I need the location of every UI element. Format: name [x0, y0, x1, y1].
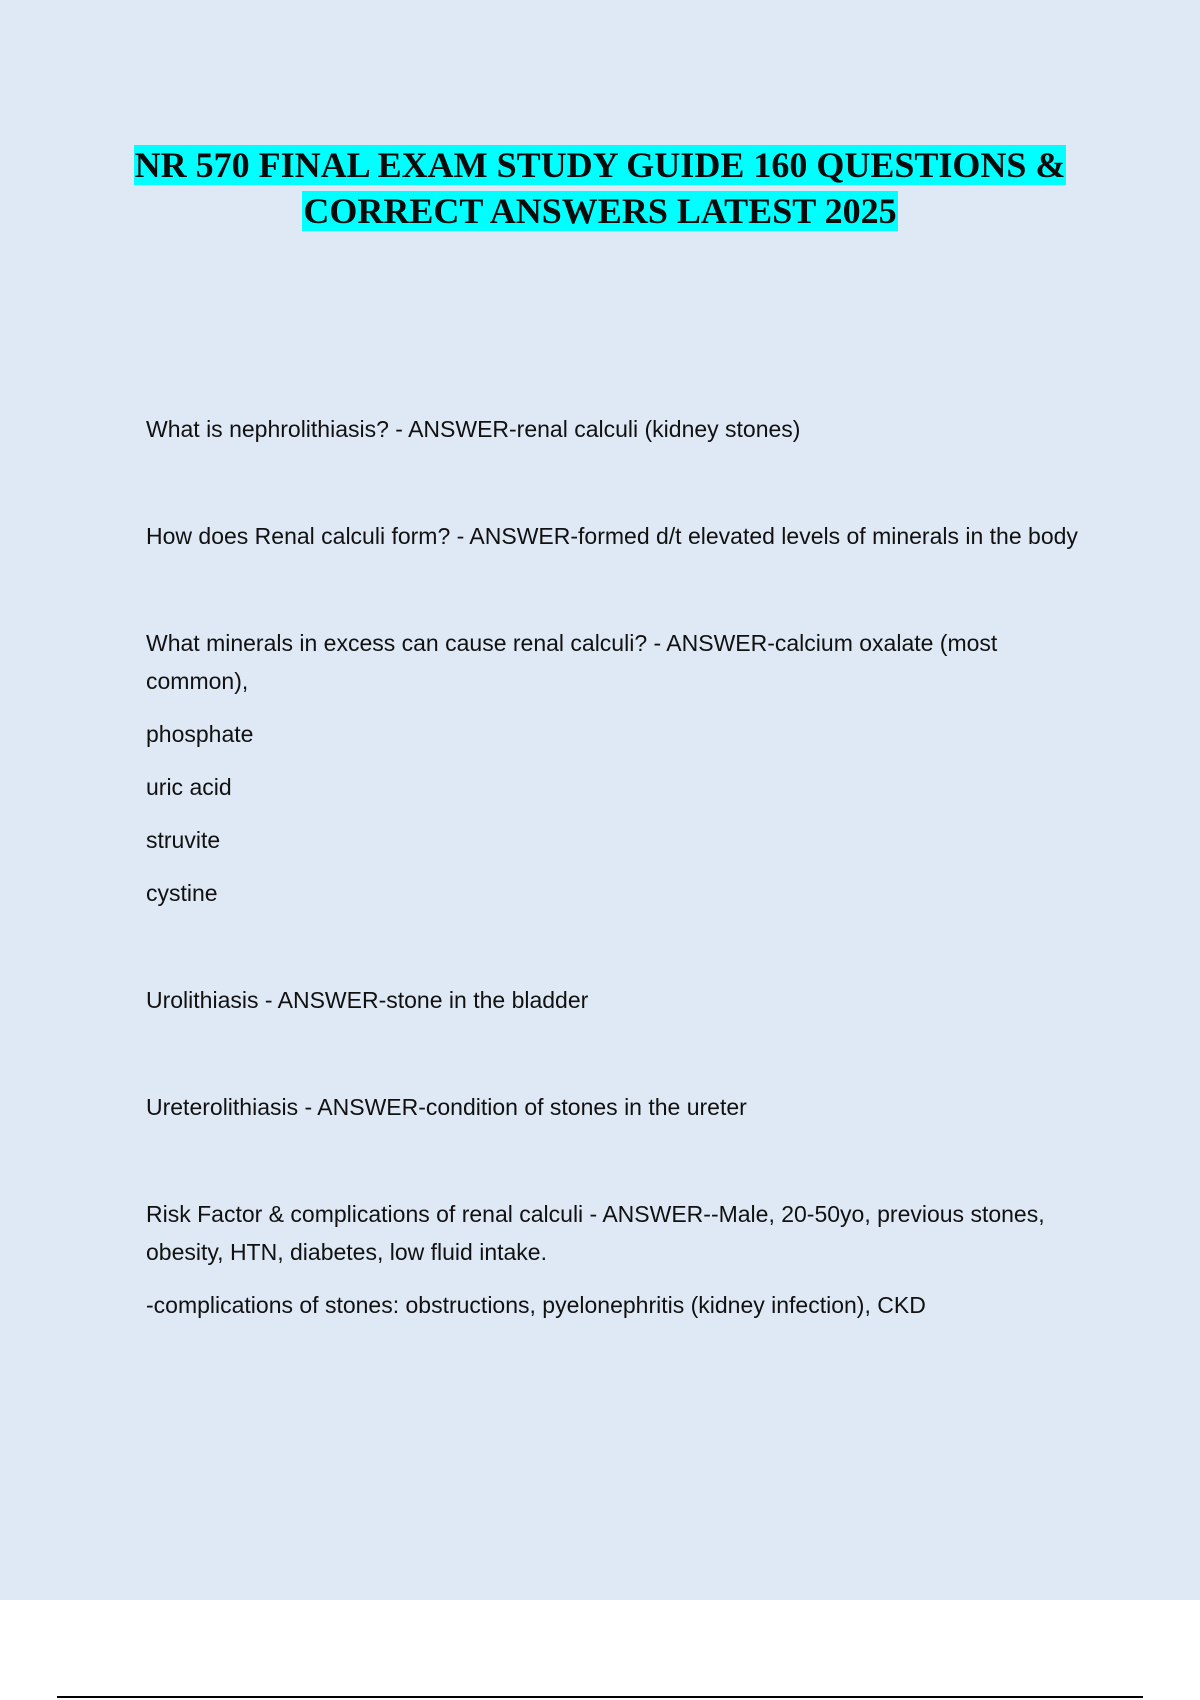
qa-item-urolithiasis: Urolithiasis - ANSWER-stone in the bladder — [146, 987, 589, 1013]
qa-item-nephrolithiasis: What is nephrolithiasis? - ANSWER-renal calculi (kidney stones) — [146, 416, 801, 442]
qa-item-ureterolithiasis: Ureterolithiasis - ANSWER-condition of stones in the ureter — [146, 1094, 747, 1120]
title-line-2: CORRECT ANSWERS LATEST 2025 — [303, 191, 897, 231]
mineral-phosphate: phosphate — [146, 721, 254, 747]
mineral-struvite: struvite — [146, 827, 221, 853]
document-title — [100, 142, 1100, 234]
qa-item-minerals: What minerals in excess can cause renal calculi? - ANSWER-calcium oxalate (most common), — [146, 630, 998, 694]
mineral-cystine: cystine — [146, 880, 218, 906]
title-line-1: NR 570 FINAL EXAM STUDY GUIDE 160 QUESTIONS & — [134, 145, 1066, 185]
footer-divider — [57, 1696, 1143, 1698]
qa-item-complications: -complications of stones: obstructions, pyelonephritis (kidney infection), CKD — [146, 1292, 926, 1318]
qa-item-renal-calculi-formation: How does Renal calculi form? - ANSWER-formed d/t elevated levels of minerals in the body — [146, 523, 1078, 549]
mineral-uric-acid: uric acid — [146, 774, 232, 800]
qa-item-risk-factors: Risk Factor & complications of renal calculi - ANSWER--Male, 20-50yo, previous stones, obesity, HTN, diabetes, low fluid intake. — [146, 1201, 1045, 1265]
qa-content — [146, 410, 1086, 1324]
